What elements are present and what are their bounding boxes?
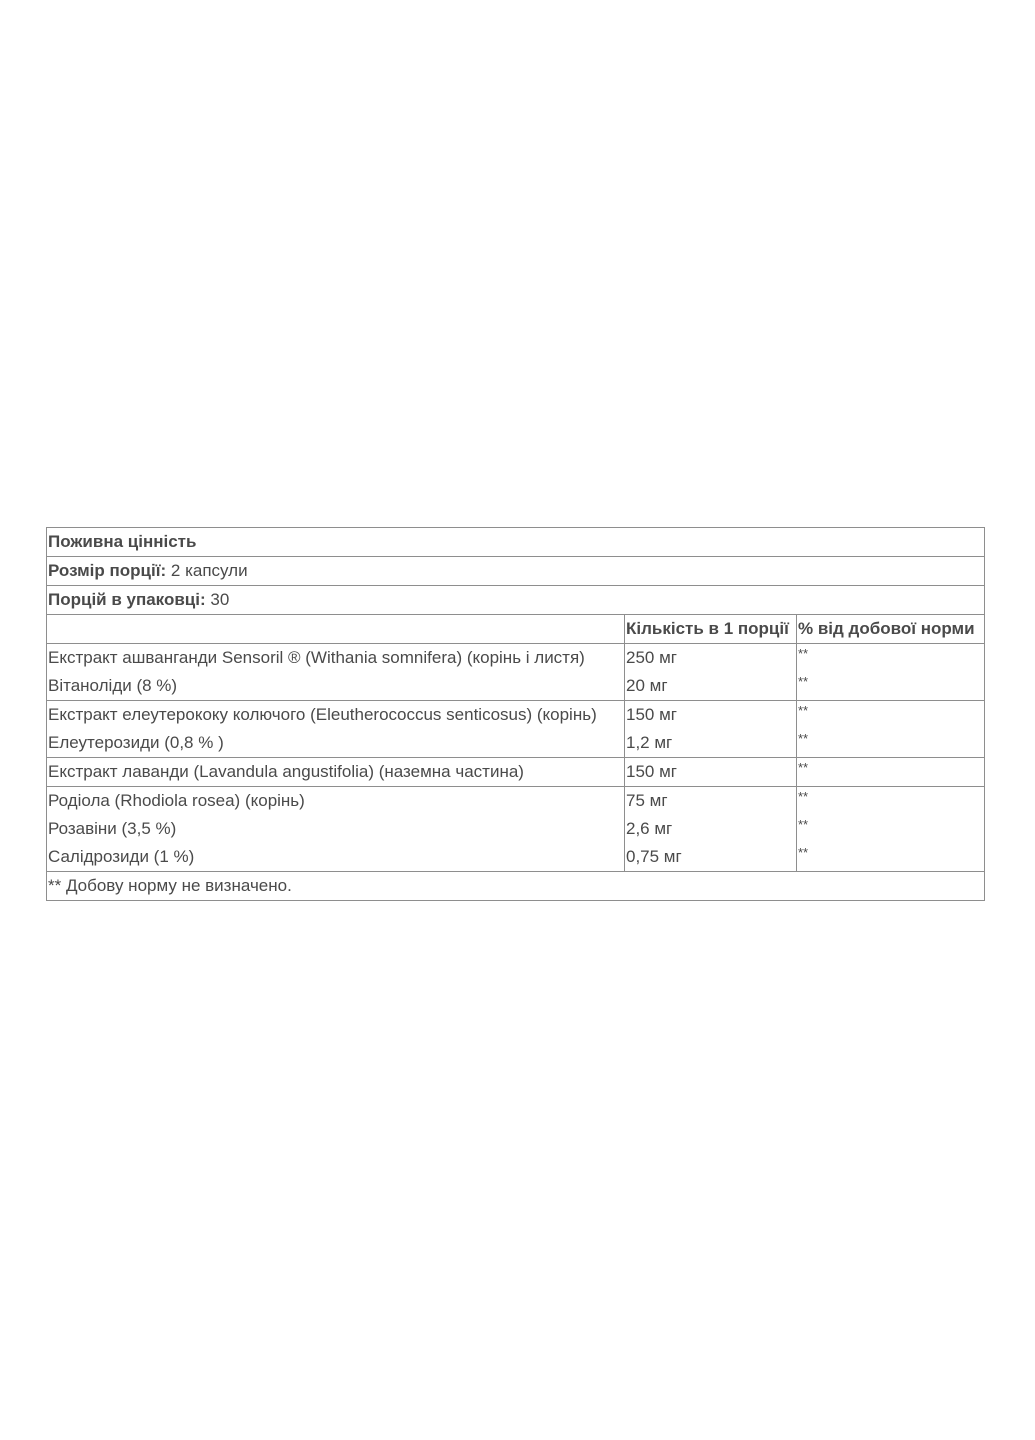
header-empty-cell [47, 615, 625, 644]
table-row [47, 758, 985, 787]
ingredient-amount: 75 мг [625, 787, 797, 816]
ingredient-amount: 20 мг [625, 672, 797, 701]
title-row [47, 528, 985, 557]
ingredient-daily-value: ** [797, 729, 985, 758]
servings-per-container-value: 30 [210, 590, 230, 609]
ingredient-name: Вітаноліди (8 %) [47, 672, 625, 701]
table-row [47, 787, 985, 816]
servings-per-container-label: Порцій в упаковці: [48, 590, 206, 609]
ingredient-name: Салідрозиди (1 %) [47, 843, 625, 872]
serving-size-label: Розмір порції: [48, 561, 167, 580]
table-row [47, 701, 985, 730]
footnote: ** Добову норму не визначено. [47, 872, 985, 901]
header-row [47, 615, 985, 644]
footnote-row [47, 872, 985, 901]
ingredient-daily-value: ** [797, 787, 985, 816]
table-row [47, 729, 985, 758]
ingredient-amount: 150 мг [625, 701, 797, 730]
ingredient-name: Екстракт ашванганди Sensoril ® (Withania somnifera) (корінь і листя) [47, 644, 625, 673]
ingredient-daily-value: ** [797, 843, 985, 872]
table-row [47, 672, 985, 701]
ingredient-amount: 0,75 мг [625, 843, 797, 872]
table-row [47, 815, 985, 843]
ingredient-amount: 1,2 мг [625, 729, 797, 758]
table-title: Поживна цінність [47, 528, 985, 557]
ingredient-daily-value: ** [797, 672, 985, 701]
ingredient-daily-value: ** [797, 644, 985, 673]
ingredient-daily-value: ** [797, 758, 985, 787]
ingredient-daily-value: ** [797, 815, 985, 843]
ingredient-amount: 2,6 мг [625, 815, 797, 843]
table-row [47, 644, 985, 673]
ingredient-name: Родіола (Rhodiola rosea) (корінь) [47, 787, 625, 816]
serving-size-row [47, 557, 985, 586]
ingredient-daily-value: ** [797, 701, 985, 730]
ingredient-name: Розавіни (3,5 %) [47, 815, 625, 843]
header-daily-value: % від добової норми [797, 615, 985, 644]
servings-per-container-row [47, 586, 985, 615]
ingredient-name: Екстракт лаванди (Lavandula angustifolia) (наземна частина) [47, 758, 625, 787]
ingredient-amount: 250 мг [625, 644, 797, 673]
header-amount: Кількість в 1 порції [625, 615, 797, 644]
serving-size-value: 2 капсули [170, 561, 248, 580]
ingredient-name: Екстракт елеутерококу колючого (Eleutherococcus senticosus) (корінь) [47, 701, 625, 730]
ingredient-amount: 150 мг [625, 758, 797, 787]
nutrition-facts-table [46, 527, 985, 901]
table-row [47, 843, 985, 872]
ingredient-name: Елеутерозиди (0,8 % ) [47, 729, 625, 758]
